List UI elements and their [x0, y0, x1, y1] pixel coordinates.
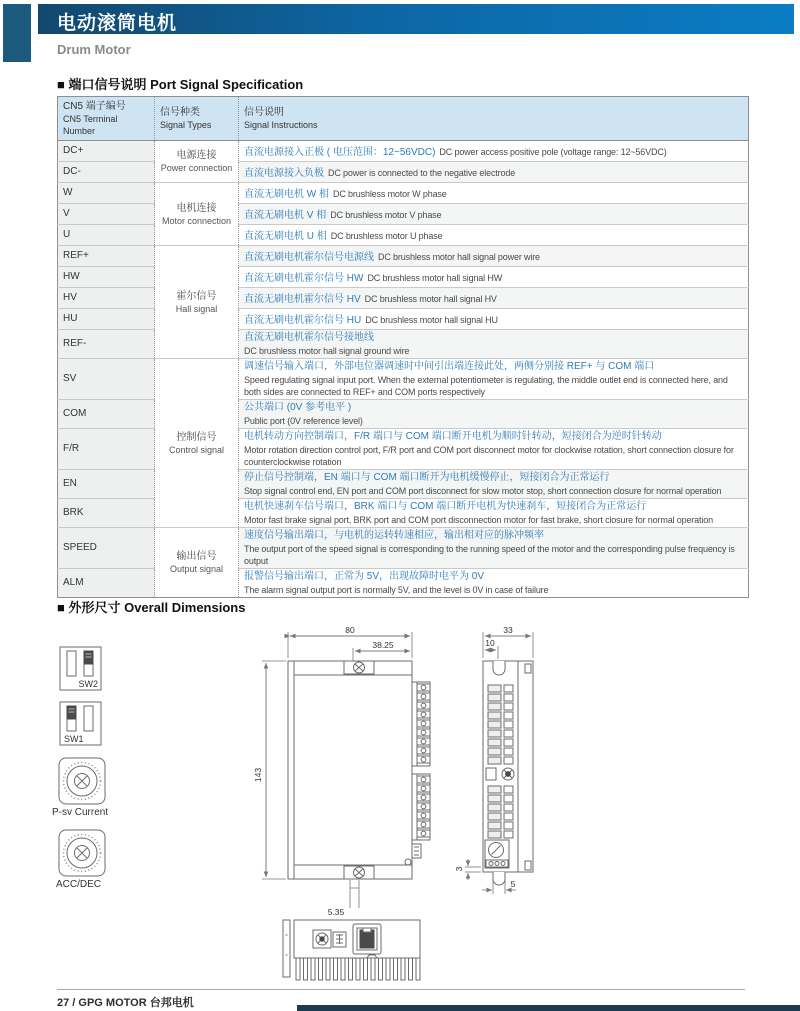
- terminal-cell: DC-: [58, 162, 155, 183]
- bottom-rotary-dial-icon: [313, 930, 331, 948]
- instruction-cell: 直流无刷电机霍尔信号 HW DC brushless motor hall signal HW: [239, 267, 749, 288]
- terminal-cell: W: [58, 183, 155, 204]
- heatsink-fins: [296, 958, 420, 980]
- terminal-cell: REF-: [58, 330, 155, 359]
- top-mount-notch: [493, 661, 505, 675]
- instruction-cell: 调速信号输入端口，外部电位器调速时中间引出端连接此处，两侧分别接 REF+ 与 COM 端口 Speed regulating signal input port. When the external potentiometer is regulating, the middle outlet end is connected here, and both sides are connected to REF+ and COM ports respectively: [239, 359, 749, 400]
- svg-text:3: 3: [454, 866, 464, 872]
- header-bar: [38, 4, 794, 34]
- terminal-cell: SV: [58, 359, 155, 400]
- table-row: [58, 528, 749, 569]
- instruction-cell: 电机快速刹车信号端口，BRK 端口与 COM 端口断开电机为快速刹车，短接闭合为正常运行 Motor fast brake signal port, BRK port and COM port disconnection motor for fast brake, short closure for normal operation: [239, 499, 749, 528]
- svg-text:38.25: 38.25: [372, 640, 394, 650]
- col-header-instructions: 信号说明 Signal Instructions: [239, 97, 749, 141]
- instruction-cell: 直流无刷电机 V 相 DC brushless motor V phase: [239, 204, 749, 225]
- port-signal-table: [57, 96, 749, 598]
- instruction-cell: 公共端口 (0V 参考电平 ) Public port (0V reference level): [239, 400, 749, 429]
- signal-type-cell: 电源连接 Power connection: [155, 141, 239, 183]
- p-sv-current-dial-icon: [56, 755, 108, 807]
- terminal-block-lower: [412, 774, 430, 840]
- terminal-cell: U: [58, 225, 155, 246]
- instruction-cell: 直流无刷电机 W 相 DC brushless motor W phase: [239, 183, 749, 204]
- terminal-cell: F/R: [58, 429, 155, 470]
- sw2-dip-switch-icon: [58, 645, 104, 693]
- acc-dec-dial-icon: [56, 827, 108, 879]
- terminal-cell: HV: [58, 288, 155, 309]
- mounting-plate-edge: [288, 661, 294, 879]
- terminal-cell: HU: [58, 309, 155, 330]
- driver-body: [294, 661, 412, 879]
- col-header-signal-type: 信号种类 Signal Types: [155, 97, 239, 141]
- page-number-footer: 27 / GPG MOTOR 台邦电机: [57, 997, 194, 1009]
- svg-text:5.35: 5.35: [327, 907, 345, 917]
- instruction-cell: 速度信号输出端口，与电机的运转转速相应，输出相对应的脉冲频率 The output port of the speed signal is corresponding to the running speed of the motor and the corresponding pulse frequency is output: [239, 528, 749, 569]
- section-title-port-signal: ■ 端口信号说明 Port Signal Specification: [57, 77, 304, 92]
- table-header-row: [58, 97, 749, 141]
- terminal-cell: BRK: [58, 499, 155, 528]
- top-screw-icon: [344, 661, 374, 674]
- page-title: 电动滚筒电机: [57, 13, 178, 34]
- svg-text:10: 10: [485, 638, 495, 648]
- col-header-terminal: CN5 端子编号 CN5 Terminal Number: [58, 97, 155, 141]
- svg-text:33: 33: [503, 625, 513, 635]
- signal-type-cell: 电机连接 Motor connection: [155, 183, 239, 246]
- section-title-dimensions: ■ 外形尺寸 Overall Dimensions: [57, 600, 246, 615]
- footer-divider: [57, 989, 745, 990]
- table-row: [58, 141, 749, 162]
- terminal-cell: DC+: [58, 141, 155, 162]
- bottom-screw-icon: [344, 866, 374, 879]
- terminal-cell: REF+: [58, 246, 155, 267]
- side-view-drawing: [455, 622, 585, 907]
- instruction-cell: 直流电源接入负极 DC power is connected to the negative electrode: [239, 162, 749, 183]
- corner-accent-block: [3, 4, 31, 62]
- signal-type-cell: 控制信号 Control signal: [155, 359, 239, 528]
- sw1-dip-switch-icon: [58, 700, 104, 748]
- terminal-cell: EN: [58, 470, 155, 499]
- instruction-cell: 电机转动方向控制端口，F/R 端口与 COM 端口断开电机为顺时针转动，短接闭合为逆时针转动 Motor rotation direction control port, F/R port and COM port disconnect motor for clockwise rotation, short connection closure for counterclockwise rotation: [239, 429, 749, 470]
- signal-type-cell: 输出信号 Output signal: [155, 528, 239, 598]
- p-sv-current-label: P-sv Current: [52, 807, 109, 818]
- acc-dec-label: ACC/DEC: [56, 879, 102, 890]
- bottom-mount-foot: [493, 872, 505, 885]
- bottom-view-drawing: [275, 915, 450, 990]
- table-row: [58, 246, 749, 267]
- instruction-cell: 直流无刷电机霍尔信号 HV DC brushless motor hall signal HV: [239, 288, 749, 309]
- signal-type-cell: 霍尔信号 Hall signal: [155, 246, 239, 359]
- svg-text:5: 5: [510, 879, 516, 889]
- svg-text:80: 80: [345, 625, 355, 635]
- side-terminals-upper: [488, 685, 513, 764]
- instruction-cell: 停止信号控制端，EN 端口与 COM 端口断开为电机缓慢停止，短接闭合为正常运行 Stop signal control end, EN port and COM port disconnect for slow motor stop, short connection closure for normal operation: [239, 470, 749, 499]
- front-view-drawing: [250, 622, 465, 922]
- instruction-cell: 直流无刷电机霍尔信号电源线 DC brushless motor hall signal power wire: [239, 246, 749, 267]
- terminal-cell: ALM: [58, 569, 155, 598]
- page-subtitle: Drum Motor: [57, 42, 131, 57]
- instruction-cell: 报警信号输出端口，正常为 5V，出现故障时电平为 0V The alarm signal output port is normally 5V, and the level is 0V in case of failure: [239, 569, 749, 598]
- table-row: [58, 359, 749, 400]
- table-row: [58, 183, 749, 204]
- bottom-view-plate: [283, 920, 290, 977]
- svg-text:SW2: SW2: [78, 679, 98, 689]
- instruction-cell: 直流电源接入正极 ( 电压范围：12~56VDC) DC power access positive pole (voltage range: 12~56VDC): [239, 141, 749, 162]
- instruction-cell: 直流无刷电机 U 相 DC brushless motor U phase: [239, 225, 749, 246]
- instruction-cell: 直流无刷电机霍尔信号 HU DC brushless motor hall signal HU: [239, 309, 749, 330]
- svg-text:143: 143: [253, 767, 263, 783]
- rj45-port-icon: [353, 924, 381, 954]
- instruction-cell: 直流无刷电机霍尔信号接地线 DC brushless motor hall signal ground wire: [239, 330, 749, 359]
- terminal-block-upper: [412, 682, 430, 766]
- footer-accent-bar: [297, 1005, 800, 1011]
- terminal-cell: SPEED: [58, 528, 155, 569]
- potentiometer-icon: [485, 840, 509, 868]
- svg-text:SW1: SW1: [64, 734, 84, 744]
- terminal-cell: HW: [58, 267, 155, 288]
- bottom-dip-connector-icon: [333, 932, 346, 947]
- terminal-cell: COM: [58, 400, 155, 429]
- terminal-cell: V: [58, 204, 155, 225]
